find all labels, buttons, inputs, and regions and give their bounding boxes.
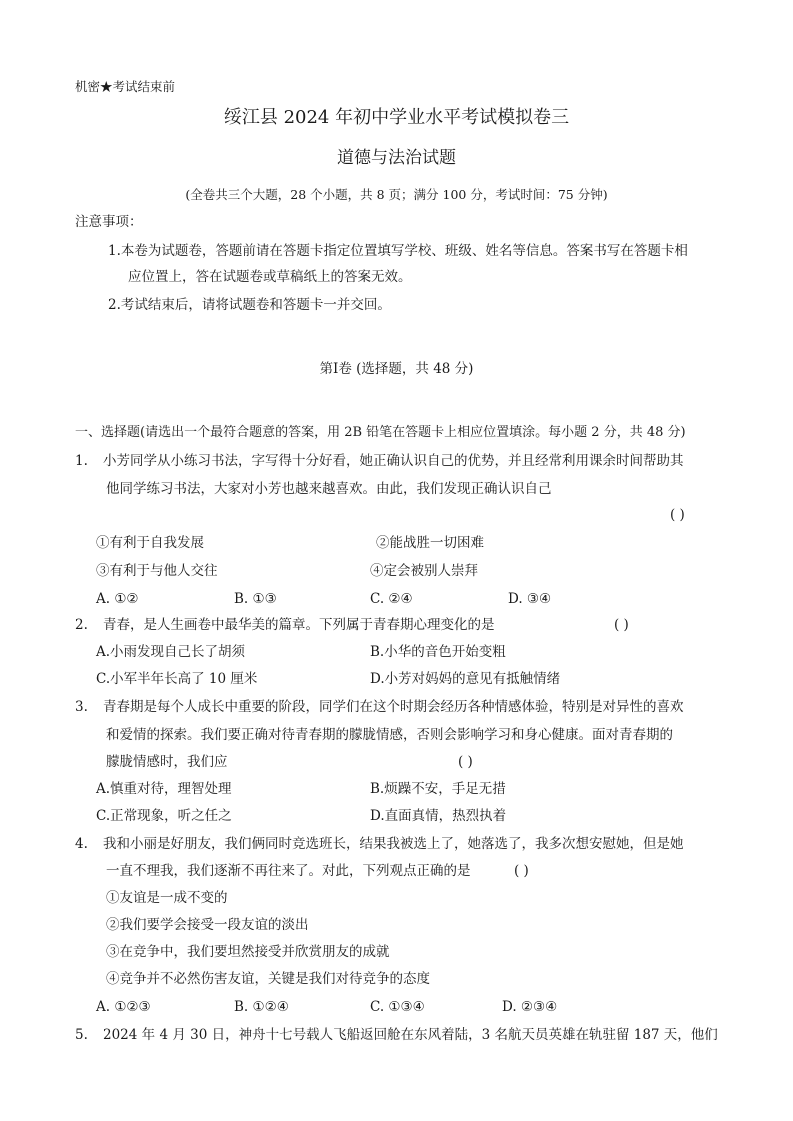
question-3-number: 3.: [75, 699, 88, 715]
question-1-option-c: C. ②④: [370, 591, 413, 607]
question-3-line-1: 青春期是每个人成长中重要的阶段，同学们在这个时期会经历各种情感体验，特别是对异性的喜欢: [103, 699, 684, 715]
question-1-statement-2: ②能战胜一切困难: [376, 535, 484, 551]
question-5-number: 5.: [75, 1027, 88, 1043]
question-4-line-2: 一直不理我，我们逐渐不再往来了。对此，下列观点正确的是: [106, 863, 471, 879]
exam-title: 绥江县 2024 年初中学业水平考试模拟卷三: [223, 107, 570, 128]
question-3-answer-bracket: ( ): [458, 754, 473, 770]
part1-heading: 一、选择题(请选出一个最符合题意的答案，用 2B 铅笔在答题卡上相应位置填涂。每小题 2 分，共 48 分): [75, 425, 686, 440]
question-3-option-a: A.慎重对待，理智处理: [96, 781, 232, 797]
question-1-line-1: 小芳同学从小练习书法，字写得十分好看，她正确认识自己的优势，并且经常利用课余时间帮助其: [103, 453, 684, 469]
question-4-option-d: D. ②③④: [502, 999, 558, 1015]
question-1-number: 1.: [75, 453, 88, 469]
question-4-statement-4: ④竞争并不必然伤害友谊，关键是我们对待竞争的态度: [106, 971, 430, 987]
notice-heading: 注意事项：: [75, 214, 143, 230]
question-2-answer-bracket: ( ): [614, 617, 629, 633]
question-3-line-3: 朦胧情感时，我们应: [106, 754, 228, 770]
question-2-line-1: 青春，是人生画卷中最华美的篇章。下列属于青春期心理变化的是: [103, 617, 495, 633]
question-1-option-d: D. ③④: [508, 591, 552, 607]
question-4-line-1: 我和小丽是好朋友，我们俩同时竞选班长，结果我被选上了，她落选了，我多次想安慰她，但是她: [103, 836, 684, 852]
question-3-option-d: D.直面真情，热烈执着: [370, 808, 507, 824]
question-4-statement-1: ①友谊是一成不变的: [106, 890, 228, 906]
question-4-option-b: B. ①②④: [234, 999, 289, 1015]
notice-item-1-line-1: 1.本卷为试题卷，答题前请在答题卡指定位置填写学校、班级、姓名等信息。答案书写在答题卡相: [108, 243, 688, 259]
question-1-option-b: B. ①③: [234, 591, 277, 607]
exam-subtitle: 道德与法治试题: [337, 148, 456, 168]
question-2-option-b: B.小华的音色开始变粗: [370, 644, 506, 660]
question-4-answer-bracket: ( ): [514, 863, 529, 879]
question-1-line-2: 他同学练习书法，大家对小芳也越来越喜欢。由此，我们发现正确认识自己: [106, 481, 552, 497]
question-2-option-a: A.小雨发现自己长了胡须: [96, 644, 246, 660]
notice-item-2: 2.考试结束后，请将试题卷和答题卡一并交回。: [108, 297, 391, 313]
question-1-option-a: A. ①②: [96, 591, 139, 607]
question-3-option-c: C.正常现象，听之任之: [96, 808, 232, 824]
question-2-number: 2.: [75, 617, 88, 633]
question-4-number: 4.: [75, 836, 88, 852]
question-1-statement-3: ③有利于与他人交往: [96, 563, 218, 579]
question-3-option-b: B.烦躁不安，手足无措: [370, 781, 506, 797]
notice-item-1-line-2: 应位置上，答在试题卷或草稿纸上的答案无效。: [128, 269, 412, 285]
question-3-line-2: 和爱情的探索。我们要正确对待青春期的朦胧情感，否则会影响学习和身心健康。面对青春期的: [106, 727, 673, 743]
section-title: 第Ⅰ卷 (选择题，共 48 分): [319, 361, 474, 377]
question-4-statement-2: ②我们要学会接受一段友谊的淡出: [106, 917, 309, 933]
question-4-option-a: A. ①②③: [96, 999, 151, 1015]
question-1-answer-bracket: ( ): [670, 507, 685, 523]
question-1-statement-4: ④定会被别人崇拜: [370, 563, 478, 579]
question-4-option-c: C. ①③④: [370, 999, 425, 1015]
question-5-line-1: 2024 年 4 月 30 日，神舟十七号载人飞船返回舱在东风着陆，3 名航天员英雄在轨驻留 187 天，他们: [103, 1027, 718, 1043]
question-2-option-d: D.小芳对妈妈的意见有抵触情绪: [370, 671, 561, 687]
question-1-statement-1: ①有利于自我发展: [96, 535, 204, 551]
confidential-mark: 机密★考试结束前: [75, 79, 176, 94]
exam-info: (全卷共三个大题，28 个小题，共 8 页；满分 100 分，考试时间：75 分钟): [185, 187, 608, 202]
question-2-option-c: C.小军半年长高了 10 厘米: [96, 671, 258, 687]
question-4-statement-3: ③在竞争中，我们要坦然接受并欣赏朋友的成就: [106, 944, 390, 960]
